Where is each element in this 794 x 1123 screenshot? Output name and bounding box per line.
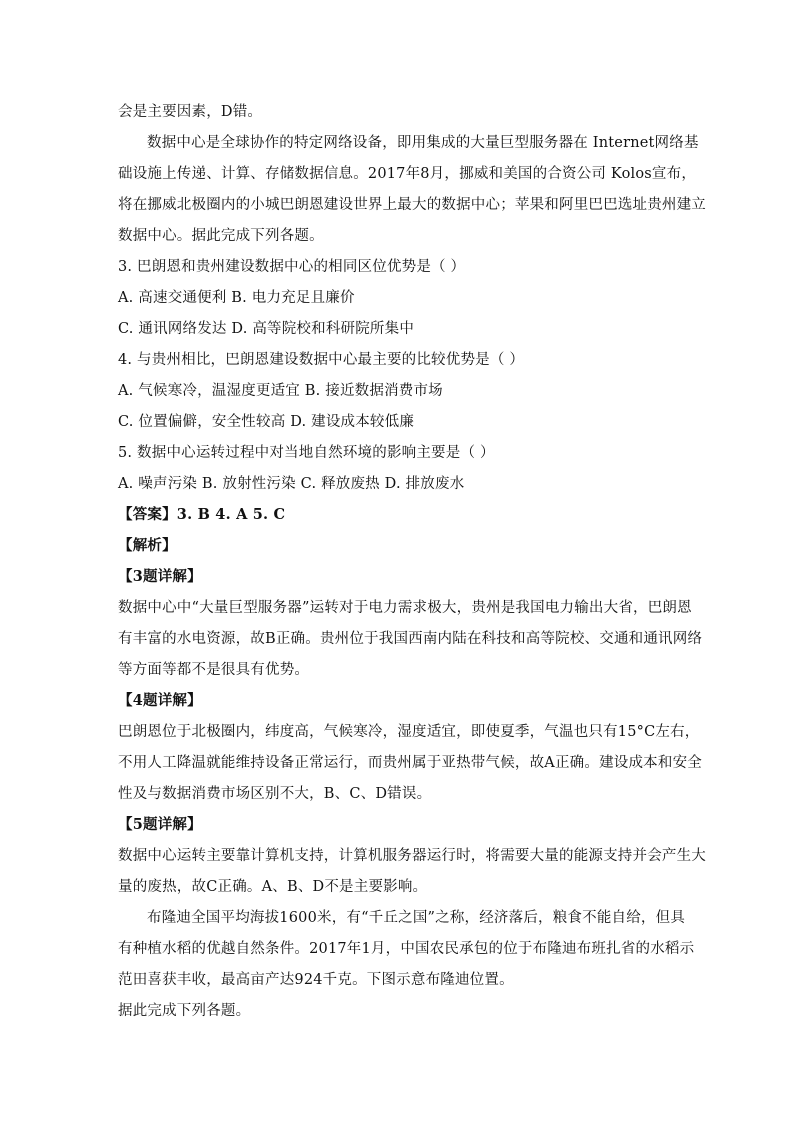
question-3-options-cd: C. 通讯网络发达 D. 高等院校和科研院所集中 (118, 321, 415, 337)
question-4-options-ab: A. 气候寒冷，温湿度更适宜 B. 接近数据消费市场 (118, 383, 443, 399)
q5-detail-text: 量的废热，故C正确。A、B、D不是主要影响。 (118, 879, 428, 895)
q3-detail-text: 有丰富的水电资源，故B正确。贵州位于我国西南内陆在科技和高等院校、交通和通讯网络 (118, 631, 703, 647)
q4-detail-text: 巴朗恩位于北极圈内，纬度高，气候寒冷，湿度适宜，即使夏季，气温也只有15°C左右， (118, 724, 700, 740)
question-3: 3. 巴朗恩和贵州建设数据中心的相同区位优势是（ ） (118, 259, 466, 275)
paragraph-line: 数据中心。据此完成下列各题。 (118, 228, 324, 244)
q5-detail-heading: 【5题详解】 (118, 816, 202, 833)
q4-detail-text: 性及与数据消费市场区别不大，B、C、D错误。 (118, 786, 432, 802)
question-4: 4. 与贵州相比，巴朗恩建设数据中心最主要的比较优势是（ ） (118, 352, 525, 368)
answer-line: 【答案】3. B 4. A 5. C (118, 506, 286, 523)
paragraph-line: 布隆迪全国平均海拔1600米，有“千丘之国”之称，经济落后，粮食不能自给，但具 (147, 910, 686, 926)
text-line: 会是主要因素，D错。 (118, 104, 263, 120)
paragraph-line: 将在挪威北极圈内的小城巴朗恩建设世界上最大的数据中心；苹果和阿里巴巴选址贵州建立 (118, 197, 706, 213)
paragraph-line: 范田喜获丰收，最高亩产达924千克。下图示意布隆迪位置。 (118, 972, 514, 988)
analysis-heading: 【解析】 (118, 537, 177, 554)
q3-detail-text: 等方面等都不是很具有优势。 (118, 662, 310, 678)
question-5-options: A. 噪声污染 B. 放射性污染 C. 释放废热 D. 排放废水 (118, 476, 465, 492)
paragraph-line: 数据中心是全球协作的特定网络设备，即用集成的大量巨型服务器在 Internet网络基 (147, 135, 699, 151)
question-4-options-cd: C. 位置偏僻，安全性较高 D. 建设成本较低廉 (118, 414, 415, 430)
q4-detail-heading: 【4题详解】 (118, 692, 202, 709)
paragraph-line: 有种植水稻的优越自然条件。2017年1月，中国农民承包的位于布隆迪布班扎省的水稻示 (118, 941, 695, 957)
q3-detail-heading: 【3题详解】 (118, 568, 202, 585)
question-5: 5. 数据中心运转过程中对当地自然环境的影响主要是（ ） (118, 445, 495, 461)
q3-detail-text: 数据中心中“大量巨型服务器”运转对于电力需求极大，贵州是我国电力输出大省，巴朗恩 (118, 600, 692, 616)
paragraph-line: 础设施上传递、计算、存储数据信息。2017年8月，挪威和美国的合资公司 Kolos宣布， (118, 166, 697, 182)
question-3-options-ab: A. 高速交通便利 B. 电力充足且廉价 (118, 290, 355, 306)
instruction-line: 据此完成下列各题。 (118, 1003, 251, 1019)
q5-detail-text: 数据中心运转主要靠计算机支持，计算机服务器运行时，将需要大量的能源支持并会产生大 (118, 848, 706, 864)
q4-detail-text: 不用人工降温就能维持设备正常运行，而贵州属于亚热带气候，故A正确。建设成本和安全 (118, 755, 702, 771)
